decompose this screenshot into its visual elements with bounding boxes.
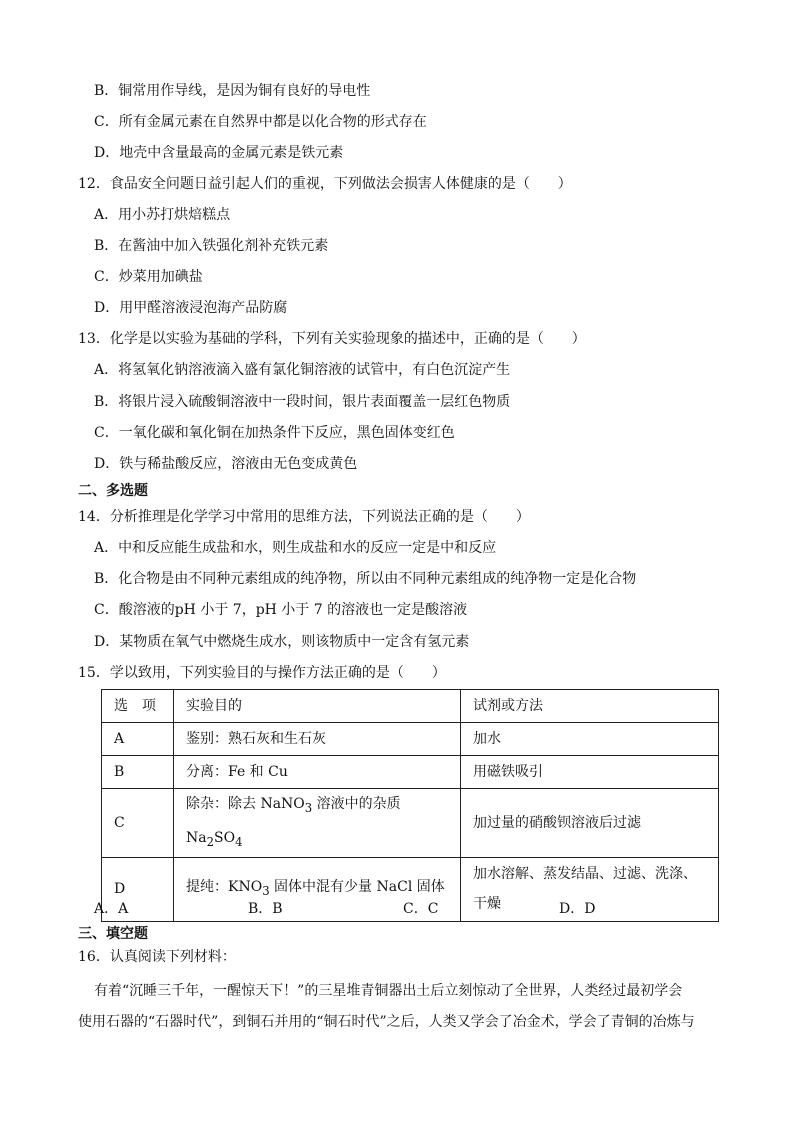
q13-option-a: A．将氢氧化钠溶液滴入盛有氯化铜溶液的试管中，有白色沉淀产生	[94, 362, 511, 378]
q16-paragraph-line: 有着“沉睡三千年，一醒惊天下！”的三星堆青铜器出土后立刻惊动了全世界，人类经过最初学会	[94, 983, 683, 999]
table-row	[102, 789, 719, 858]
table-row	[102, 756, 719, 789]
table-cell-option: B	[102, 756, 174, 789]
q11-option-c: C．所有金属元素在自然界中都是以化合物的形式存在	[94, 114, 427, 130]
section-heading-fill-in: 三、填空题	[78, 926, 148, 942]
q13-stem: 13．化学是以实验为基础的学科，下列有关实验现象的描述中，正确的是（ ）	[78, 331, 586, 347]
table-header-cell: 试剂或方法	[461, 690, 719, 723]
table-cell-option: C	[102, 789, 174, 858]
subscript: 4	[235, 834, 243, 849]
purpose-text: SO	[214, 829, 236, 846]
q15-stem: 15．学以致用，下列实验目的与操作方法正确的是（ ）	[78, 665, 446, 681]
subscript: 3	[262, 883, 270, 898]
table-cell-option: A	[102, 723, 174, 756]
purpose-text: 提纯：KNO	[186, 879, 263, 896]
table-cell-purpose: 鉴别：熟石灰和生石灰	[174, 723, 461, 756]
table-cell-option: D	[102, 857, 174, 921]
q16-stem: 16．认真阅读下列材料：	[78, 949, 236, 965]
q15-answer-c: C．C	[403, 901, 439, 917]
table-cell-method: 加过量的硝酸钡溶液后过滤	[461, 789, 719, 858]
table-header-cell: 选 项	[102, 690, 174, 723]
purpose-text: 固体中混有少量 NaCl 固体	[269, 879, 445, 896]
table-cell-method: 加水溶解、蒸发结晶、过滤、洗涤、干燥	[461, 857, 719, 921]
q13-option-b: B．将银片浸入硫酸铜溶液中一段时间，银片表面覆盖一层红色物质	[94, 394, 511, 410]
q12-option-b: B．在酱油中加入铁强化剂补充铁元素	[94, 238, 329, 254]
table-row	[102, 723, 719, 756]
q14-stem: 14．分析推理是化学学习中常用的思维方法，下列说法正确的是（ ）	[78, 509, 530, 525]
q12-option-c: C．炒菜用加碘盐	[94, 269, 203, 285]
table-cell-method: 用磁铁吸引	[461, 756, 719, 789]
q12-stem: 12．食品安全问题日益引起人们的重视，下列做法会损害人体健康的是（ ）	[78, 176, 572, 192]
experiment-table	[101, 689, 719, 922]
q12-option-a: A．用小苏打烘焙糕点	[94, 207, 231, 223]
q13-option-d: D．铁与稀盐酸反应，溶液由无色变成黄色	[94, 456, 358, 472]
q15-answer-b: B．B	[248, 901, 283, 917]
subscript: 2	[206, 834, 215, 849]
purpose-text: 除杂：除去 NaNO	[186, 796, 305, 812]
table-header-row	[102, 690, 719, 723]
table-cell-purpose: 分离：Fe 和 Cu	[174, 756, 461, 789]
q11-option-d: D．地壳中含量最高的金属元素是铁元素	[94, 145, 344, 161]
purpose-text: 溶液中的杂质 Na	[186, 796, 401, 846]
q11-option-b: B．铜常用作导线，是因为铜有良好的导电性	[94, 83, 371, 99]
q16-paragraph-line: 使用石器的“石器时代”，到铜石并用的“铜石时代”之后，人类又学会了冶金术，学会了青铜的冶炼与	[78, 1014, 695, 1030]
q15-answer-a: A．A	[94, 901, 129, 917]
q14-option-c: C．酸溶液的pH 小于 7，pH 小于 7 的溶液也一定是酸溶液	[94, 602, 468, 618]
q13-option-c: C．一氧化碳和氧化铜在加热条件下反应，黑色固体变红色	[94, 425, 455, 441]
table-cell-method: 加水	[461, 723, 719, 756]
q14-option-a: A．中和反应能生成盐和水，则生成盐和水的反应一定是中和反应	[94, 540, 497, 556]
table-cell-purpose	[174, 789, 461, 858]
q15-answer-d: D．D	[559, 901, 596, 917]
table-header-cell: 实验目的	[174, 690, 461, 723]
q12-option-d: D．用甲醛溶液浸泡海产品防腐	[94, 300, 288, 316]
subscript: 3	[304, 800, 313, 815]
section-heading-multiple-choice: 二、多选题	[78, 483, 148, 499]
q14-option-b: B．化合物是由不同种元素组成的纯净物，所以由不同种元素组成的纯净物一定是化合物	[94, 571, 637, 587]
q14-option-d: D．某物质在氧气中燃烧生成水，则该物质中一定含有氢元素	[94, 634, 470, 650]
